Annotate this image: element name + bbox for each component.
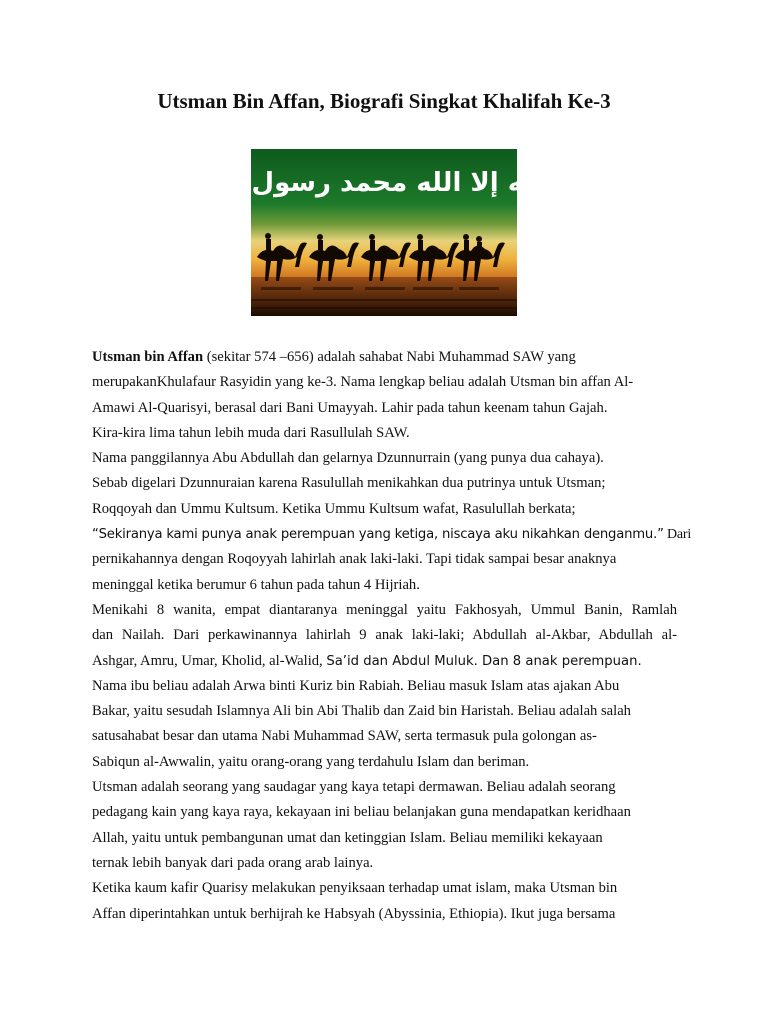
text-line: merupakanKhulafaur Rasyidin yang ke-3. Nama lengkap beliau adalah Utsman bin affan Al- <box>92 374 634 391</box>
shahada-script: لا إله إلا الله محمد رسول الله <box>197 168 571 198</box>
text-line: pedagang kain yang kaya raya, kekayaan ini beliau belanjakan guna mendapatkan keridhaan <box>92 804 631 821</box>
text-line: Utsman bin Affan (sekitar 574 –656) adalah sahabat Nabi Muhammad SAW yang <box>92 349 576 365</box>
text-line: meninggal ketika berumur 6 tahun pada tahun 4 Hijriah. <box>92 576 420 593</box>
shahada-flag-camel-caravan-image <box>197 149 571 316</box>
text-line: pernikahannya dengan Roqoyyah lahirlah anak laki-laki. Tapi tidak sampai besar anaknya <box>92 551 617 568</box>
text-line: Kira-kira lima tahun lebih muda dari Rasullulah SAW. <box>92 424 410 441</box>
text-line: Ashgar, Amru, Umar, Kholid, al-Walid, Sa’id dan Abdul Muluk. Dan 8 anak perempuan. <box>92 652 642 669</box>
text-line: dan Nailah. Dari perkawinannya lahirlah 9 anak laki-laki; Abdullah al-Akbar, Abdullah al- <box>92 627 677 644</box>
text-line: ternak lebih banyak dari pada orang arab lainya. <box>92 854 374 871</box>
text-line: Amawi Al-Quarisyi, berasal dari Bani Umayyah. Lahir pada tahun keenam tahun Gajah. <box>92 399 608 416</box>
article-body <box>92 345 692 927</box>
text-line: Nama panggilannya Abu Abdullah dan gelarnya Dzunnurrain (yang punya dua cahaya). <box>92 450 604 467</box>
text-line: Bakar, yaitu sesudah Islamnya Ali bin Abi Thalib dan Zaid bin Haristah. Beliau adalah salah <box>92 703 631 720</box>
text-line: Utsman adalah seorang yang saudagar yang kaya tetapi dermawan. Beliau adalah seorang <box>92 779 616 796</box>
subject-name: Utsman bin Affan <box>92 349 204 365</box>
text-line: Ketika kaum kafir Quarisy melakukan penyiksaan terhadap umat islam, maka Utsman bin <box>92 880 618 897</box>
page-title: Utsman Bin Affan, Biografi Singkat Khalifah Ke-3 <box>157 89 611 113</box>
text-line: satusahabat besar dan utama Nabi Muhammad SAW, serta termasuk pula golongan as- <box>92 728 597 745</box>
text-line: Nama ibu beliau adalah Arwa binti Kuriz bin Rabiah. Beliau masuk Islam atas ajakan Abu <box>92 677 620 694</box>
quoted-speech: “Sekiranya kami punya anak perempuan yang ketiga, niscaya aku nikahkan denganmu.” <box>92 527 664 543</box>
text-line: Sebab digelari Dzunnuraian karena Rasulullah menikahkan dua putrinya untuk Utsman; <box>92 475 606 492</box>
text-line: Affan diperintahkan untuk berhijrah ke Habsyah (Abyssinia, Ethiopia). Ikut juga bersama <box>92 905 616 922</box>
text-line: Sabiqun al-Awwalin, yaitu orang-orang yang terdahulu Islam dan beriman. <box>92 753 530 770</box>
text-line: “Sekiranya kami punya anak perempuan yang ketiga, niscaya aku nikahkan denganmu.” Dari <box>92 527 692 543</box>
text-line: Menikahi 8 wanita, empat diantaranya meninggal yaitu Fakhosyah, Ummul Banin, Ramlah <box>92 601 677 618</box>
text-line: Roqqoyah dan Ummu Kultsum. Ketika Ummu Kultsum wafat, Rasulullah berkata; <box>92 500 576 517</box>
text-line: Allah, yaitu untuk pembangunan umat dan ketinggian Islam. Beliau memiliki kekayaan <box>92 829 603 846</box>
